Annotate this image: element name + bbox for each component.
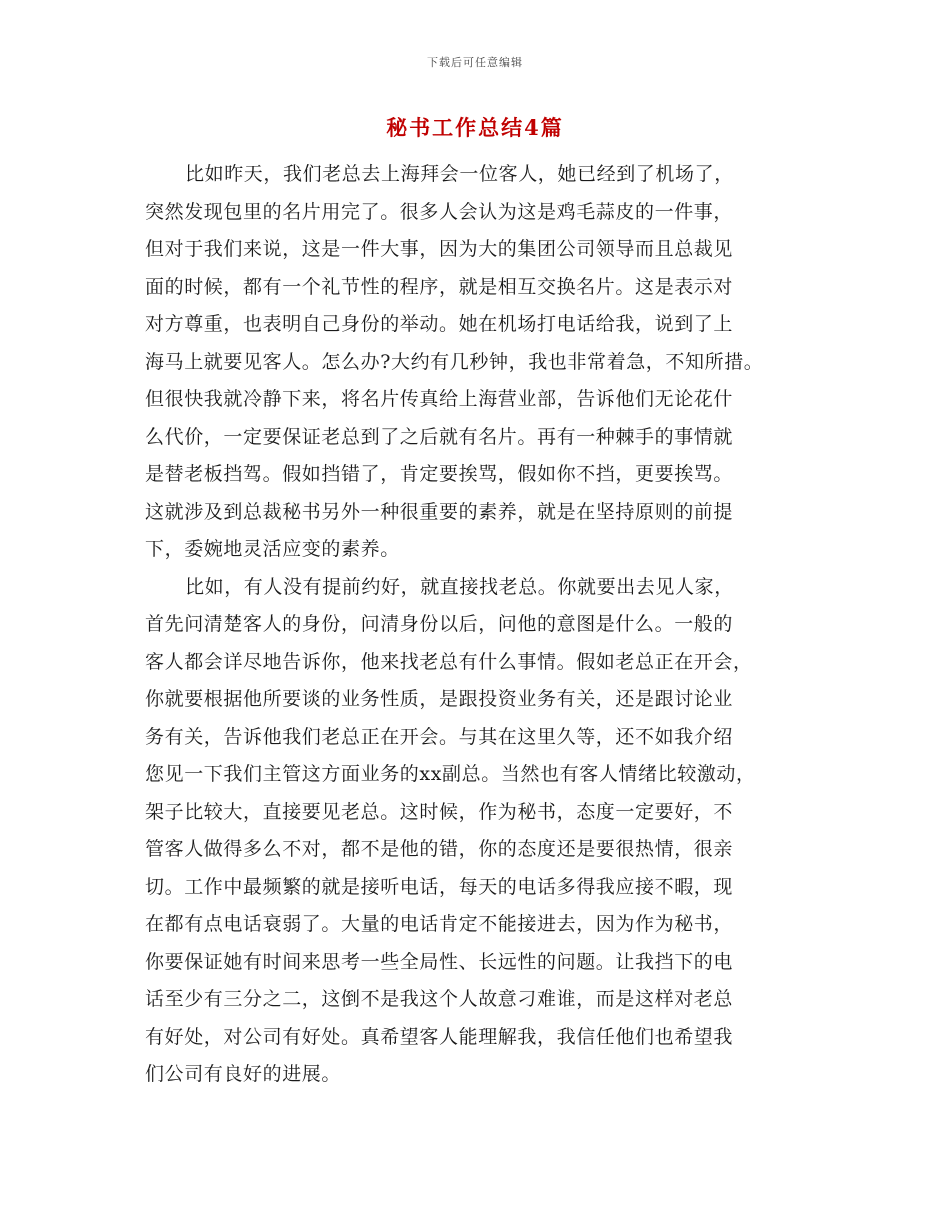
text-line: 对方尊重，也表明自己身份的举动。她在机场打电话给我，说到了上 <box>145 313 734 335</box>
text-line: 突然发现包里的名片用完了。很多人会认为这是鸡毛蒜皮的一件事， <box>145 200 734 223</box>
document-body <box>145 156 817 1094</box>
text-line: 但对于我们来说，这是一件大事，因为大的集团公司领导而且总裁见 <box>145 238 734 260</box>
text-line: 比如，有人没有提前约好，就直接找老总。你就要出去见人家， <box>185 575 734 598</box>
text-line: 面的时候，都有一个礼节性的程序，就是相互交换名片。这是表示对 <box>145 275 734 298</box>
text-line: 比如昨天，我们老总去上海拜会一位客人，她已经到了机场了， <box>185 163 734 185</box>
header-note: 下载后可任意编辑 <box>427 56 523 69</box>
text-line: 首先问清楚客人的身份，问清身份以后，问他的意图是什么。一般的 <box>145 613 734 635</box>
text-line: 架子比较大，直接要见老总。这时候，作为秘书，态度一定要好，不 <box>145 800 734 823</box>
text-line: 您见一下我们主管这方面业务的xx副总。当然也有客人情绪比较激动， <box>145 763 756 785</box>
paragraph <box>145 156 817 569</box>
text-line: 话至少有三分之二，这倒不是我这个人故意刁难谁，而是这样对老总 <box>145 988 734 1010</box>
text-line: 海马上就要见客人。怎么办?大约有几秒钟，我也非常着急，不知所措。 <box>145 350 764 373</box>
document-title: 秘书工作总结4篇 <box>386 115 564 140</box>
text-line: 这就涉及到总裁秘书另外一种很重要的素养，就是在坚持原则的前提 <box>145 500 734 523</box>
text-line: 下，委婉地灵活应变的素养。 <box>145 538 400 560</box>
text-line: 是替老板挡驾。假如挡错了，肯定要挨骂，假如你不挡，更要挨骂。 <box>145 463 734 485</box>
text-line: 你要保证她有时间来思考一些全局性、长远性的问题。让我挡下的电 <box>145 950 734 973</box>
text-line: 切。工作中最频繁的就是接听电话，每天的电话多得我应接不暇，现 <box>145 875 734 898</box>
text-line: 但很快我就冷静下来，将名片传真给上海营业部，告诉他们无论花什 <box>145 388 734 410</box>
text-line: 们公司有良好的进展。 <box>145 1063 342 1085</box>
text-line: 务有关，告诉他我们老总正在开会。与其在这里久等，还不如我介绍 <box>145 725 734 748</box>
paragraph <box>145 569 817 1094</box>
text-line: 管客人做得多么不对，都不是他的错，你的态度还是要很热情，很亲 <box>145 838 734 860</box>
text-line: 有好处，对公司有好处。真希望客人能理解我，我信任他们也希望我 <box>145 1025 734 1048</box>
text-line: 在都有点电话衰弱了。大量的电话肯定不能接进去，因为作为秘书， <box>145 913 734 935</box>
text-line: 你就要根据他所要谈的业务性质，是跟投资业务有关，还是跟讨论业 <box>145 688 734 710</box>
text-line: 客人都会详尽地告诉你，他来找老总有什么事情。假如老总正在开会， <box>145 650 753 673</box>
text-line: 么代价，一定要保证老总到了之后就有名片。再有一种棘手的事情就 <box>145 425 734 448</box>
